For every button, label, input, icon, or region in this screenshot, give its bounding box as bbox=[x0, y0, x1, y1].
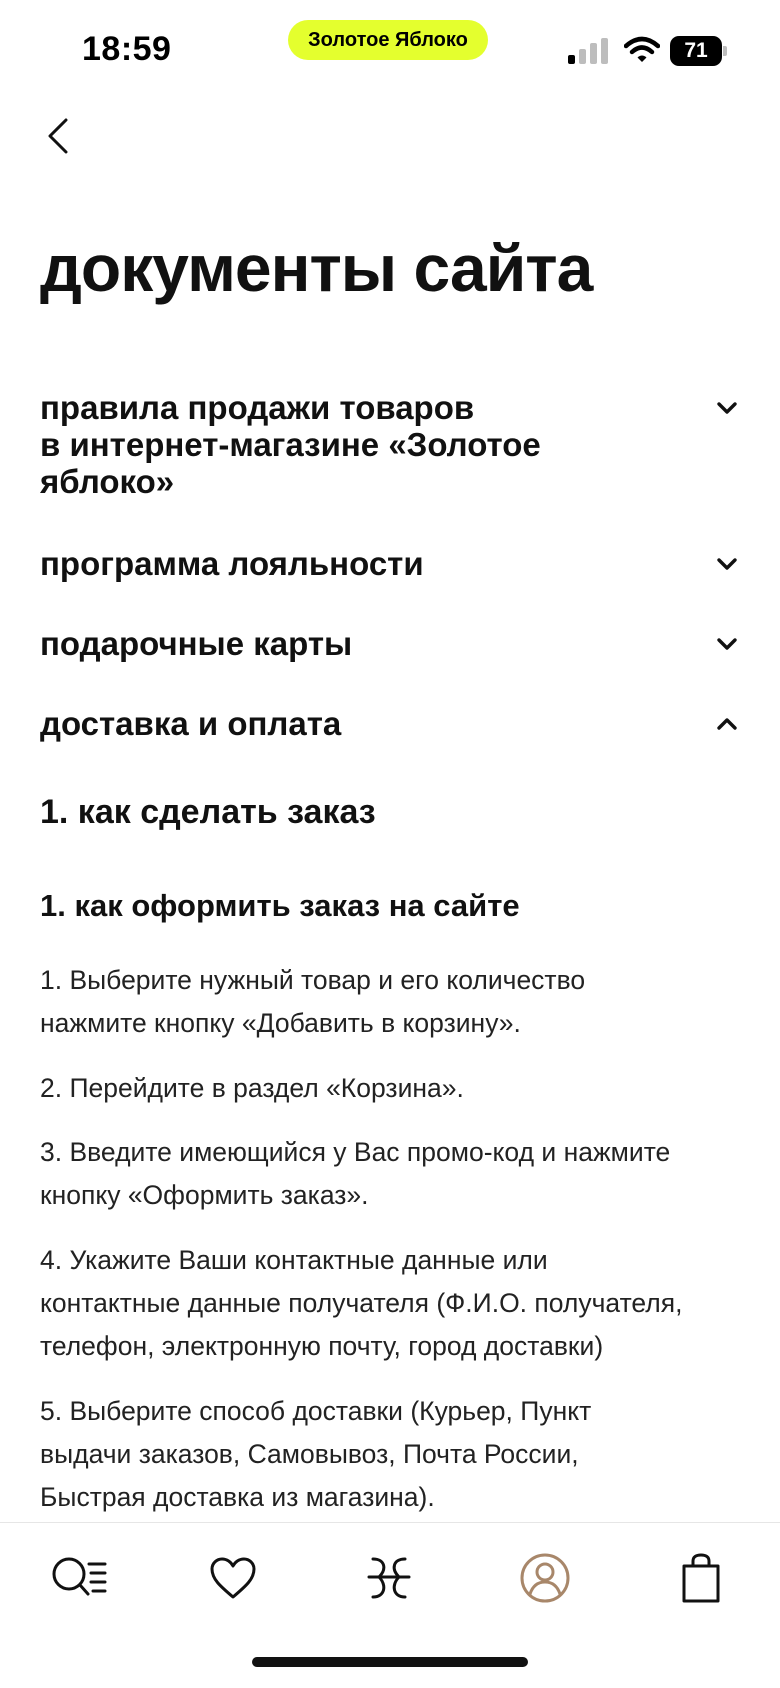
accordion-label: доставка и оплата bbox=[40, 705, 342, 742]
nav-search-catalog[interactable] bbox=[44, 1543, 114, 1613]
cellular-signal-icon bbox=[568, 38, 612, 64]
accordion-label-line: правила продажи товаров bbox=[40, 389, 475, 426]
brand-logo-icon bbox=[365, 1553, 413, 1603]
chevron-down-icon bbox=[714, 631, 740, 657]
order-step-5 bbox=[40, 1390, 740, 1519]
order-step-3 bbox=[40, 1131, 740, 1217]
accordion-item-gift-cards[interactable] bbox=[40, 625, 740, 662]
search-catalog-icon bbox=[49, 1552, 109, 1604]
accordion-item-loyalty[interactable] bbox=[40, 545, 740, 582]
chevron-down-icon bbox=[714, 395, 740, 421]
step-line: контактные данные получателя (Ф.И.О. получателя, bbox=[40, 1288, 683, 1318]
battery-indicator bbox=[670, 36, 728, 66]
subsection-title: 1. как оформить заказ на сайте bbox=[40, 888, 520, 923]
battery-cap bbox=[723, 46, 727, 56]
accordion-label: подарочные карты bbox=[40, 625, 353, 662]
step-line: 5. Выберите способ доставки (Курьер, Пункт bbox=[40, 1396, 592, 1426]
nav-brand-home[interactable] bbox=[354, 1543, 424, 1613]
step-line: кнопку «Оформить заказ». bbox=[40, 1180, 369, 1210]
step-line: Быстрая доставка из магазина). bbox=[40, 1482, 435, 1512]
order-step-1 bbox=[40, 959, 740, 1045]
step-line: телефон, электронную почту, город доставки) bbox=[40, 1331, 604, 1361]
accordion-label-line: в интернет-магазине «Золотое bbox=[40, 426, 541, 463]
profile-icon bbox=[519, 1552, 571, 1604]
app-indicator-pill[interactable]: Золотое Яблоко bbox=[288, 20, 488, 60]
chevron-down-icon bbox=[714, 551, 740, 577]
step-line: 1. Выберите нужный товар и его количество bbox=[40, 965, 586, 995]
accordion-item-sales-rules[interactable] bbox=[40, 389, 740, 500]
step-line: нажмите кнопку «Добавить в корзину». bbox=[40, 1008, 521, 1038]
nav-cart[interactable] bbox=[666, 1543, 736, 1613]
status-bar bbox=[0, 0, 780, 100]
nav-favorites[interactable] bbox=[198, 1543, 268, 1613]
page-title: документы сайта bbox=[40, 231, 593, 305]
cart-bag-icon bbox=[679, 1552, 723, 1604]
step-line: 4. Укажите Ваши контактные данные или bbox=[40, 1245, 548, 1275]
order-step-4 bbox=[40, 1239, 740, 1368]
accordion-label: программа лояльности bbox=[40, 545, 424, 582]
step-line: 2. Перейдите в раздел «Корзина». bbox=[40, 1073, 464, 1103]
accordion-label-line: яблоко» bbox=[40, 463, 175, 500]
section-title: 1. как сделать заказ bbox=[40, 793, 376, 831]
home-indicator[interactable] bbox=[252, 1657, 528, 1667]
wifi-icon bbox=[624, 36, 660, 64]
accordion-item-delivery-payment[interactable] bbox=[40, 705, 740, 742]
step-line: выдачи заказов, Самовывоз, Почта России, bbox=[40, 1439, 579, 1469]
battery-level: 71 bbox=[670, 36, 722, 66]
nav-profile[interactable] bbox=[510, 1543, 580, 1613]
order-step-2 bbox=[40, 1067, 740, 1110]
heart-icon bbox=[208, 1555, 258, 1601]
chevron-up-icon bbox=[714, 711, 740, 737]
status-time: 18:59 bbox=[82, 30, 172, 68]
step-line: 3. Введите имеющийся у Вас промо-код и нажмите bbox=[40, 1137, 671, 1167]
chevron-left-icon bbox=[44, 116, 72, 156]
back-button[interactable] bbox=[34, 112, 82, 160]
